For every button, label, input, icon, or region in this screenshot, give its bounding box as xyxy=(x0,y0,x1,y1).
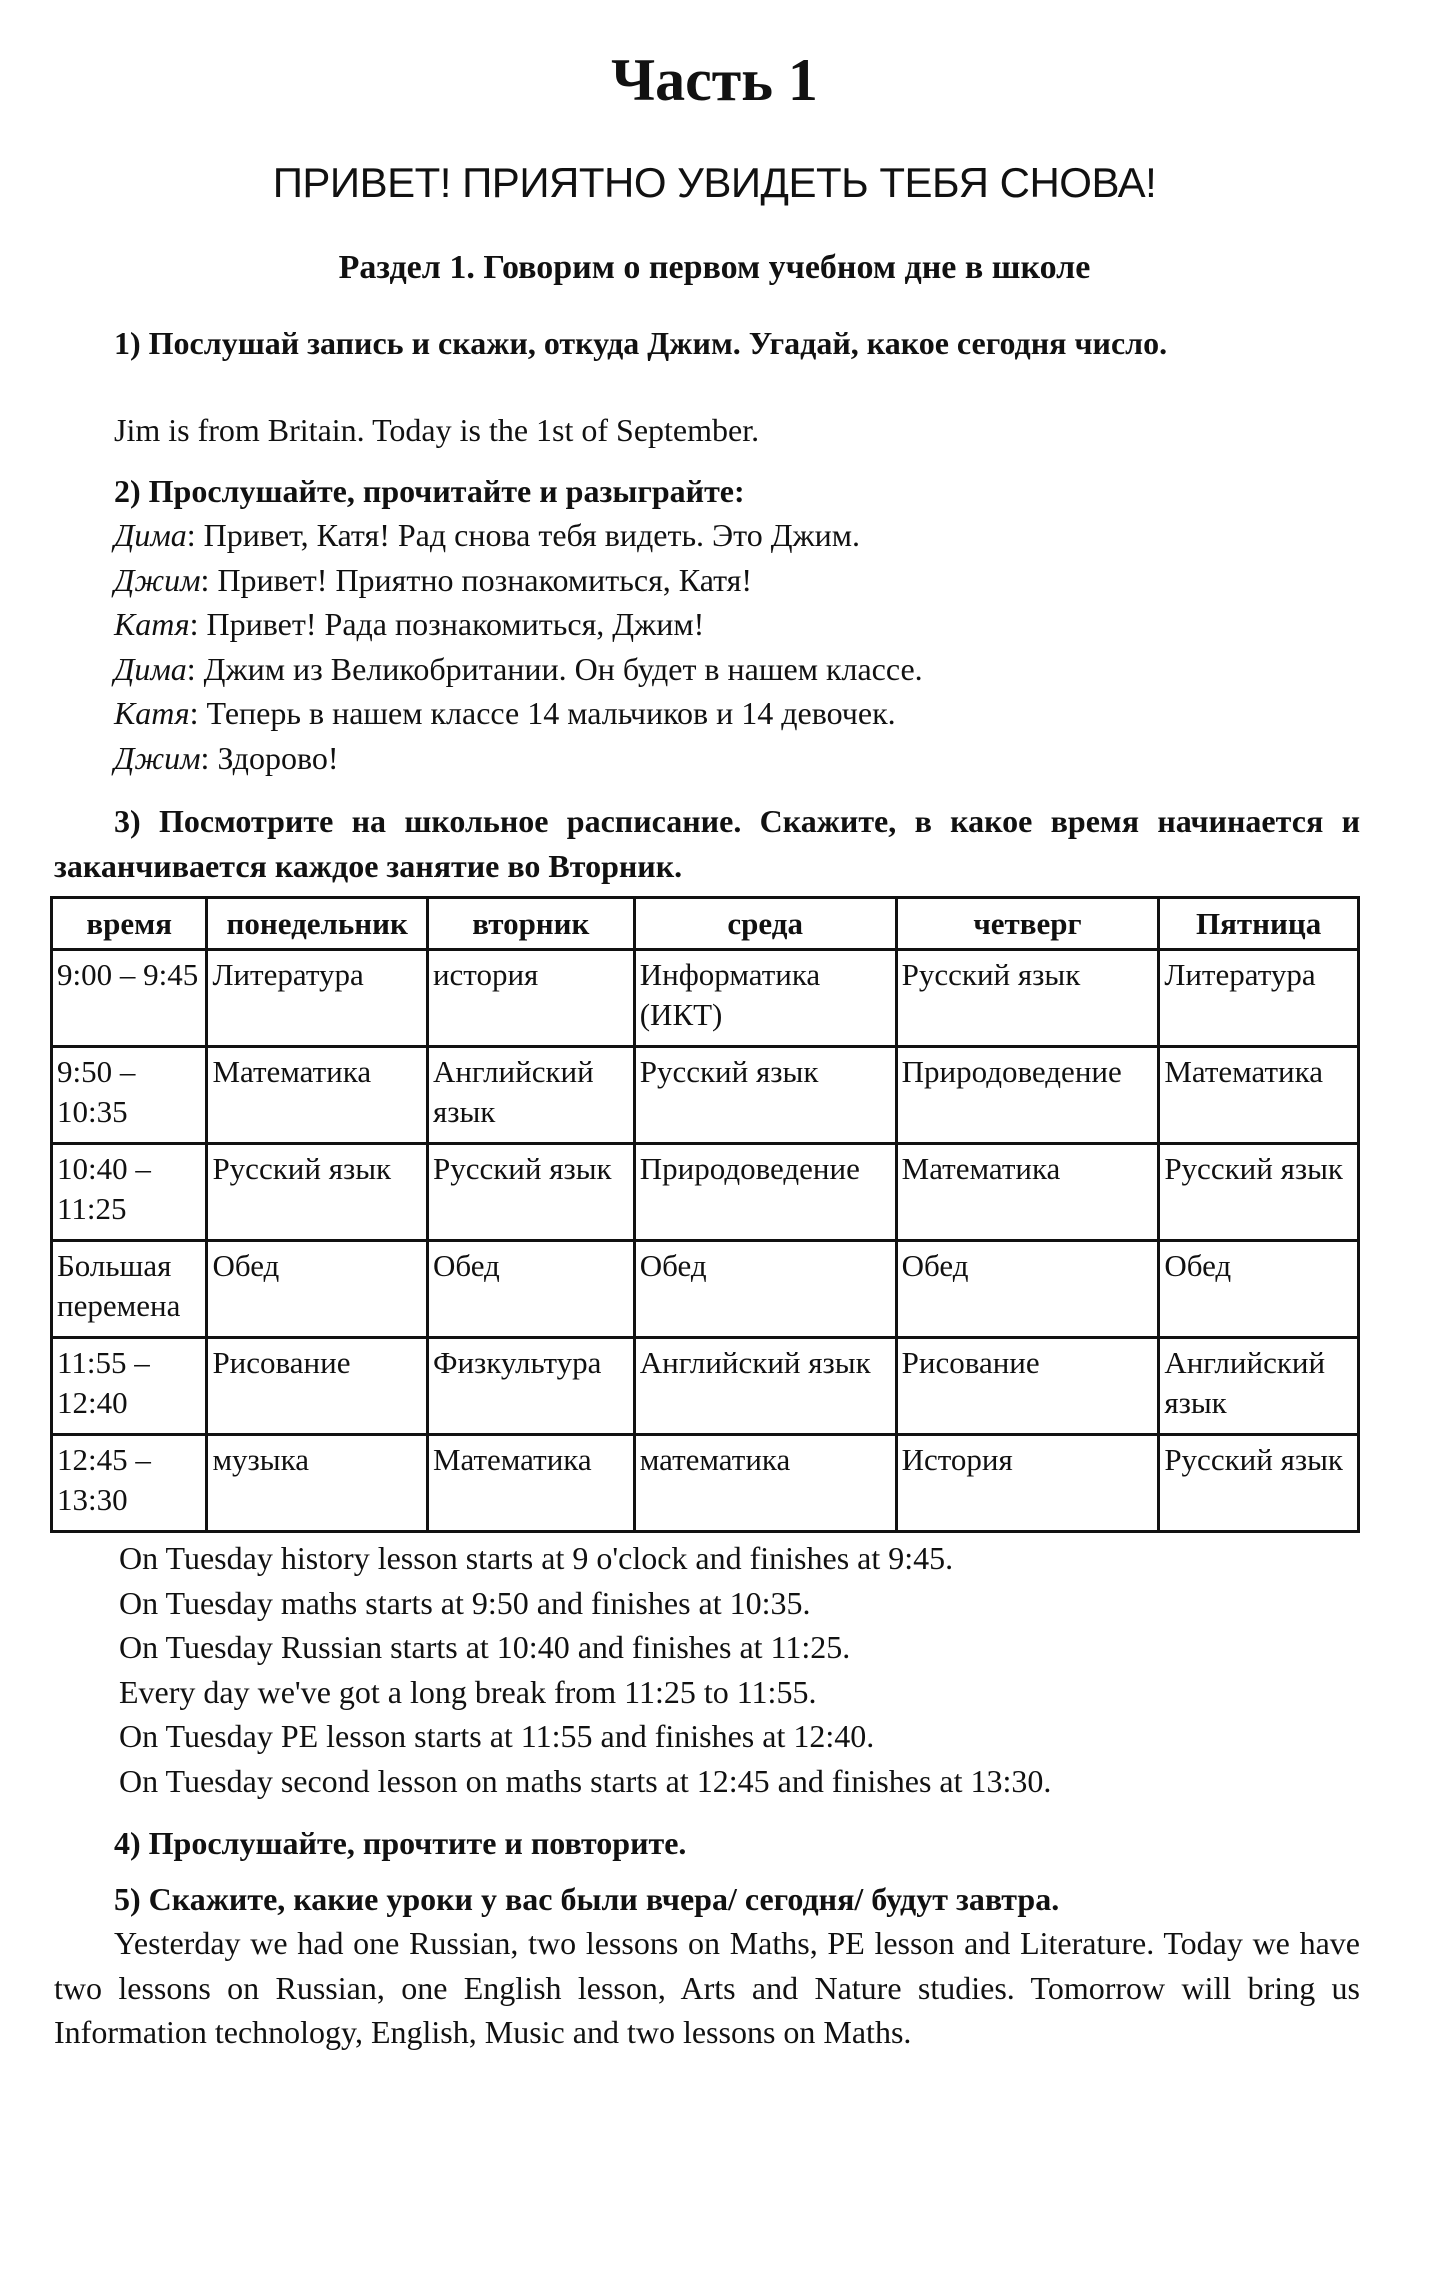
column-header: вторник xyxy=(427,898,634,950)
time-cell: 9:00 – 9:45 xyxy=(52,950,207,1047)
exercise-2-task: 2) Прослушайте, прочитайте и разыграйте: xyxy=(114,473,745,509)
dialog-text: : Теперь в нашем классе 14 мальчиков и 14 девочек. xyxy=(189,695,896,731)
lesson-cell: Физкультура xyxy=(427,1338,634,1435)
lesson-cell: Обед xyxy=(896,1241,1159,1338)
lesson-cell: Русский язык xyxy=(896,950,1159,1047)
section-heading: Раздел 1. Говорим о первом учебном дне в школе xyxy=(338,249,1091,286)
time-cell: 12:45 – 13:30 xyxy=(52,1435,207,1532)
answer-line: On Tuesday Russian starts at 10:40 and finishes at 11:25. xyxy=(119,1629,851,1665)
table-row xyxy=(52,1144,1359,1241)
lesson-cell: Литература xyxy=(1159,950,1359,1047)
lesson-cell: Обед xyxy=(207,1241,428,1338)
lesson-cell: История xyxy=(896,1435,1159,1532)
lesson-cell: Русский язык xyxy=(634,1047,896,1144)
exercise-4-task: 4) Прослушайте, прочтите и повторите. xyxy=(114,1825,687,1861)
time-cell: 9:50 – 10:35 xyxy=(52,1047,207,1144)
time-cell: 10:40 – 11:25 xyxy=(52,1144,207,1241)
column-header: время xyxy=(52,898,207,950)
lesson-cell: математика xyxy=(634,1435,896,1532)
lesson-cell: Обед xyxy=(427,1241,634,1338)
exercise-1-answer: Jim is from Britain. Today is the 1st of September. xyxy=(114,412,760,448)
speaker-name: Катя xyxy=(114,606,190,642)
speaker-name: Дима xyxy=(114,517,187,553)
time-cell: Большая перемена xyxy=(52,1241,207,1338)
lesson-cell: Природоведение xyxy=(896,1047,1159,1144)
dialog-text: : Привет! Рада познакомиться, Джим! xyxy=(189,606,705,642)
lesson-cell: Литература xyxy=(207,950,428,1047)
table-header-row xyxy=(52,898,1359,950)
exercise-5-task: 5) Скажите, какие уроки у вас были вчера/ сегодня/ будут завтра. xyxy=(114,1881,1060,1917)
lesson-cell: Английский язык xyxy=(634,1338,896,1435)
dialog-text: : Привет! Приятно познакомиться, Катя! xyxy=(200,561,753,598)
dialog-text: : Здорово! xyxy=(200,739,339,776)
lesson-cell: Английский язык xyxy=(427,1047,634,1144)
lesson-cell: Английский язык xyxy=(1159,1338,1359,1435)
lesson-cell: музыка xyxy=(207,1435,428,1532)
dialog-text: : Привет, Катя! Рад снова тебя видеть. Это Джим. xyxy=(186,517,861,553)
table-row xyxy=(52,1241,1359,1338)
lesson-cell: Информатика (ИКТ) xyxy=(634,950,896,1047)
answer-line: On Tuesday second lesson on maths starts at 12:45 and finishes at 13:30. xyxy=(119,1762,1052,1799)
lesson-cell: история xyxy=(427,950,634,1047)
table-row xyxy=(52,1047,1359,1144)
dialog-text: : Джим из Великобритании. Он будет в нашем классе. xyxy=(186,650,923,687)
dialog-line xyxy=(54,647,1360,692)
answer-line: On Tuesday PE lesson starts at 11:55 and finishes at 12:40. xyxy=(119,1718,875,1754)
lesson-cell: Математика xyxy=(427,1435,634,1532)
schedule-table xyxy=(50,896,1360,1533)
lesson-cell: Обед xyxy=(1159,1241,1359,1338)
answer-line: On Tuesday maths starts at 9:50 and finishes at 10:35. xyxy=(119,1584,811,1621)
dialog-line xyxy=(54,602,1360,647)
exercise-5-answer: Yesterday we had one Russian, two lessons on Maths, PE lesson and Literature. Today we have two lessons on Russian, one English lesson, Arts and Nature studies. Tomorrow will bring us Information technology, English, Music and two lessons on Maths. xyxy=(54,1925,1360,2050)
exercise-3-task: 3) Посмотрите на школьное расписание. Скажите, в какое время начинается и заканчивается каждое занятие во Вторник. xyxy=(54,803,1360,884)
speaker-name: Катя xyxy=(114,695,190,731)
exercise-1-task: 1) Послушай запись и скажи, откуда Джим. Угадай, какое сегодня число. xyxy=(114,325,1168,361)
column-header: четверг xyxy=(896,898,1159,950)
lesson-cell: Обед xyxy=(634,1241,896,1338)
lesson-cell: Математика xyxy=(207,1047,428,1144)
lesson-cell: Рисование xyxy=(207,1338,428,1435)
lesson-cell: Русский язык xyxy=(1159,1144,1359,1241)
dialog-line xyxy=(54,558,1360,603)
column-header: среда xyxy=(634,898,896,950)
dialog-line xyxy=(54,691,1360,736)
column-header: Пятница xyxy=(1159,898,1359,950)
lesson-cell: Русский язык xyxy=(1159,1435,1359,1532)
unit-subtitle: ПРИВЕТ! ПРИЯТНО УВИДЕТЬ ТЕБЯ СНОВА! xyxy=(272,159,1157,206)
lesson-cell: Русский язык xyxy=(427,1144,634,1241)
time-cell: 11:55 – 12:40 xyxy=(52,1338,207,1435)
answer-line: Every day we've got a long break from 11:25 to 11:55. xyxy=(119,1673,817,1710)
speaker-name: Дима xyxy=(114,650,187,687)
speaker-name: Джим xyxy=(114,561,201,598)
speaker-name: Джим xyxy=(114,739,201,776)
dialog-line xyxy=(54,513,1360,558)
exercise-3-answers xyxy=(59,1536,1365,1803)
table-row xyxy=(52,1435,1359,1532)
lesson-cell: Природоведение xyxy=(634,1144,896,1241)
lesson-cell: Русский язык xyxy=(207,1144,428,1241)
table-row xyxy=(52,1338,1359,1435)
lesson-cell: Рисование xyxy=(896,1338,1159,1435)
column-header: понедельник xyxy=(207,898,428,950)
answer-line: On Tuesday history lesson starts at 9 o'clock and finishes at 9:45. xyxy=(119,1540,954,1576)
lesson-cell: Математика xyxy=(896,1144,1159,1241)
dialog-line xyxy=(54,736,1360,781)
page-title: Часть 1 xyxy=(611,47,818,113)
table-row xyxy=(52,950,1359,1047)
dialog xyxy=(54,513,1360,780)
lesson-cell: Математика xyxy=(1159,1047,1359,1144)
